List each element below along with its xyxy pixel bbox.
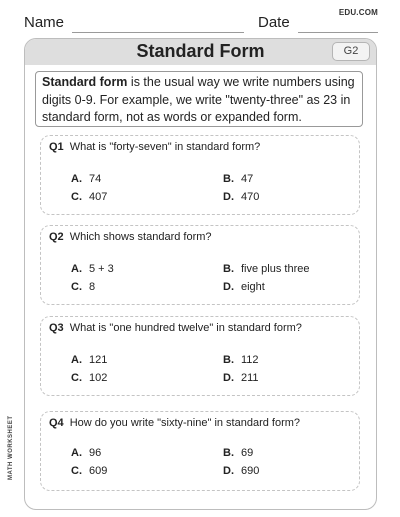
- header-row: [24, 14, 378, 34]
- option-letter: B.: [223, 263, 234, 275]
- intro-box: [35, 71, 363, 127]
- option-b[interactable]: [223, 263, 309, 275]
- question-prompt: What is "one hundred twelve" in standard form?: [69, 322, 302, 334]
- option-letter: C.: [71, 281, 82, 293]
- option-letter: C.: [71, 372, 82, 384]
- option-a[interactable]: [71, 263, 114, 275]
- option-text: 690: [241, 465, 260, 477]
- option-letter: B.: [223, 173, 234, 185]
- option-text: 96: [89, 447, 102, 459]
- option-d[interactable]: [223, 191, 259, 203]
- option-text: 8: [89, 281, 96, 293]
- question-number: Q1: [49, 141, 64, 153]
- question-prompt: What is "forty-seven" in standard form?: [69, 141, 261, 153]
- option-letter: C.: [71, 191, 82, 203]
- title-bar: [25, 39, 376, 65]
- question-prompt: Which shows standard form?: [69, 231, 212, 243]
- option-text: 211: [241, 372, 259, 384]
- option-text: 121: [89, 354, 108, 366]
- option-text: 112: [241, 354, 259, 366]
- option-d[interactable]: [223, 465, 259, 477]
- option-text: 47: [241, 173, 254, 185]
- question-number: Q4: [49, 417, 64, 429]
- option-text: 609: [89, 465, 108, 477]
- option-text: 69: [241, 447, 254, 459]
- option-text: eight: [241, 281, 265, 293]
- date-line: [298, 32, 378, 33]
- option-letter: B.: [223, 447, 234, 459]
- question-card: [40, 316, 360, 396]
- option-letter: D.: [223, 465, 234, 477]
- name-line: [72, 32, 244, 33]
- question-card: [40, 225, 360, 305]
- question-card: [40, 135, 360, 215]
- option-text: 407: [89, 191, 108, 203]
- option-letter: A.: [71, 447, 82, 459]
- date-label: Date: [258, 14, 290, 31]
- intro-term: Standard form: [42, 75, 128, 89]
- option-letter: D.: [223, 372, 234, 384]
- question-text: [49, 231, 212, 243]
- option-letter: D.: [223, 191, 234, 203]
- option-c[interactable]: [71, 191, 107, 203]
- option-letter: B.: [223, 354, 234, 366]
- question-number: Q2: [49, 231, 64, 243]
- option-letter: A.: [71, 173, 82, 185]
- option-a[interactable]: [71, 447, 101, 459]
- option-letter: A.: [71, 354, 82, 366]
- option-text: 470: [241, 191, 260, 203]
- option-a[interactable]: [71, 354, 107, 366]
- question-text: [49, 141, 260, 153]
- page-title: Standard Form: [136, 41, 265, 61]
- option-letter: D.: [223, 281, 234, 293]
- option-b[interactable]: [223, 354, 259, 366]
- option-letter: A.: [71, 263, 82, 275]
- question-text: [49, 417, 300, 429]
- intro-text: is the usual way we write numbers using digits 0-9. For example, we write "twenty-three" as 23 in standard form, not as words or expanded form.: [42, 75, 355, 124]
- question-text: [49, 322, 302, 334]
- question-card: [40, 411, 360, 491]
- option-b[interactable]: [223, 173, 253, 185]
- option-d[interactable]: [223, 281, 265, 293]
- worksheet-card: [24, 38, 377, 510]
- side-label: MATH WORKSHEET: [8, 415, 14, 480]
- option-text: 5 + 3: [89, 263, 114, 275]
- question-number: Q3: [49, 322, 64, 334]
- brand-logo: EDU.COM: [338, 8, 378, 17]
- name-label: Name: [24, 14, 65, 31]
- option-text: 102: [89, 372, 108, 384]
- grade-badge: G2: [332, 42, 370, 61]
- option-letter: C.: [71, 465, 82, 477]
- option-b[interactable]: [223, 447, 253, 459]
- question-prompt: How do you write "sixty-nine" in standard form?: [69, 417, 301, 429]
- option-c[interactable]: [71, 465, 107, 477]
- option-c[interactable]: [71, 281, 95, 293]
- option-c[interactable]: [71, 372, 107, 384]
- option-text: five plus three: [241, 263, 310, 275]
- option-d[interactable]: [223, 372, 259, 384]
- option-text: 74: [89, 173, 102, 185]
- option-a[interactable]: [71, 173, 101, 185]
